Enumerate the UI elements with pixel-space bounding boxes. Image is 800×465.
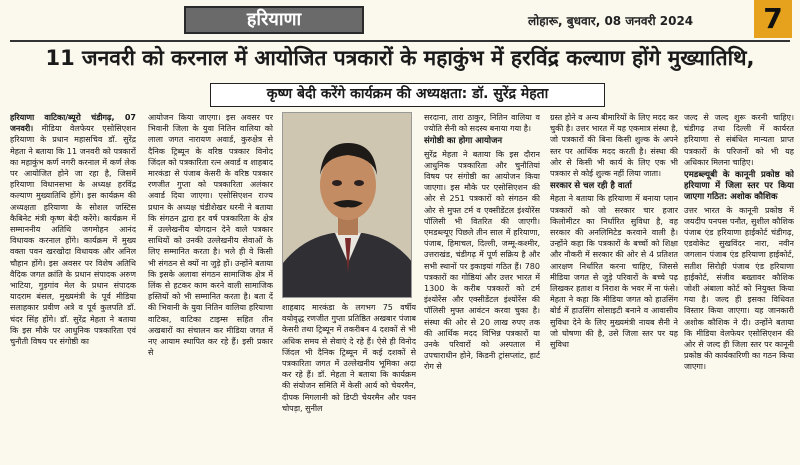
headline: 11 जनवरी को करनाल में आयोजित पत्रकारों के महाकुंभ में हरविंद्र कल्याण होंगे मुख्यातिथि, — [45, 46, 755, 70]
section-label — [184, 6, 364, 34]
byline: हरियाणा वाटिका/ब्यूरो चंडीगढ़, 07 जनवरी। — [10, 113, 136, 134]
column-3 — [282, 302, 416, 462]
section-label-text: हरियाणा — [246, 9, 302, 30]
page-number: 7 — [754, 0, 792, 38]
dateline: लोहारू, बुधवार, 08 जनवरी 2024 — [528, 14, 694, 28]
column-2 — [148, 112, 273, 462]
column-5-text-1: ग्रस्त होने व अन्य बीमारियों के लिए मदद कर चुकी है। उत्तर भारत में यह एकमात्र संस्था है, जो पत्रकारों की बिना किसी शुल्क के अपने स्तर पर आर्थिक मदद करती है। संस्था की ओर से किसी भी कार्य के लिए एक भी पत्रकार से कोई शुल्क नहीं लिया जाता। — [550, 113, 678, 179]
header-rule — [10, 40, 790, 42]
column-4-text-1: सरदाना, तारा ठाकुर, नितिन वालिया व ज्योति सैनी को सदस्य बनाया गया है। — [424, 113, 540, 134]
column-5 — [550, 112, 678, 462]
column-1-text: मीडिया वेलफेयर एसोसिएशन हरियाणा के प्रधान महासचिव डॉ. सुरेंद्र मेहता ने बताया कि 11 जनवरी को पत्रकारों का महाकुंभ कर्ण नगरी करनाल में कर्ण लेक पर आयोजित होने जा रहा है, जिसमें हरियाणा विधानसभा के अध्यक्ष हरविंद्र कल्याण मुख्यातिथि होंगे। इस कार्यक्रम की अध्यक्षता हरियाणा के सोशल जस्टिस कैबिनेट मंत्री कृष्ण बेदी करेंगे। कार्यक्रम में सम्माननीय अतिथि जगमोहन आनंद विधायक करनाल होंगे। कार्यक्रम में मुख्य वक्ता पवन खरखोदा विधायक और अनिल चौहान होंगे। इस अवसर पर विशेष अतिथि वैदिक जगत क्रांति के प्रधान संपादक अरुण भाटिया, गुड़गांव मेल के प्रधान संपादक यादराम बंसल, मुख्यमंत्री के पूर्व मीडिया सलाहकार प्रवीण अत्रे व पूर्व कुलपति डॉ. चंदर सिंह होंगे। डॉ. सुरेंद्र मेहता ने बताया कि इस मौके पर आधुनिक पत्रकारिता एवं चुनौती विषय पर संगोष्ठी का — [10, 124, 136, 347]
portrait-illustration — [283, 113, 412, 298]
column-6 — [684, 112, 794, 462]
column-4-text-2: सुरेंद्र मेहता ने बताया कि इस दौरान आधुनिक पत्रकारिता और चुनौतियां विषय पर संगोष्ठी का आयोजन किया जाएगा। इस मौके पर एसोसिएशन की ओर से 251 पत्रकारों को संगठन की ओर से मुफ्त टर्म व एक्सीडेंटल इंश्योरेंस पॉलिसी भी वितरित की जाएगी। एमडब्ल्यूए पिछले तीन साल में हरियाणा, पंजाब, हिमाचल, दिल्ली, जम्मू-कश्मीर, उत्तराखंड, चंडीगढ़ में पूर्ण सक्रिय है और सभी स्थानों पर इकाइयां गठित हैं। 780 पत्रकारों का गोष्ठियां और उत्तर भारत में 1300 के करीब पत्रकारों को टर्म इंश्योरेंस और एक्सीडेंटल इंश्योरेंस की पॉलिसी मुफ्त आवंटन करवा चुका है। संस्था की ओर से 20 लाख रुपए तक की आर्थिक मदद विभिन्न पत्रकारों या उनके परिवारों को अस्पताल में उपचाराधीन होने, किडनी ट्रांसप्लांट, हार्ट रोग से — [424, 149, 540, 372]
subheadline-box — [210, 83, 605, 107]
column-5-text-2: मेहता ने बताया कि हरियाणा में बनाया प्लान पत्रकारों को जो सरकार चार हजार किलोमीटर का निर्धारित सुविधा है, वह सरकार की अनलिमिटेड करवाने वाली है। उन्होंने कहा कि पत्रकारों के बच्चों को शिक्षा और नौकरी में सरकार की ओर से 4 प्रतिशत आरक्षण निर्धारित करना चाहिए, जिससे मीडिया जगत से जुड़े परिवारों के बच्चे पढ़ लिखकर हताश व निराश के भवर में ना फंसे। मेहता ने कहा कि मीडिया जगत को हाउसिंग बोर्ड में हाउसिंग सोसाइटी बनाने व आवासीय सुविधा देने के लिए मुख्यमंत्री नायब सैनी ने जो घोषणा की है, उसे जिला स्तर पर यह सुविधा — [550, 194, 678, 350]
column-1 — [10, 112, 136, 462]
portrait-photo — [282, 112, 412, 298]
subheadline: कृष्ण बेदी करेंगे कार्यक्रम की अध्यक्षता: डॉ. सुरेंद्र मेहता — [266, 86, 549, 102]
column-6-text-1: जल्द से जल्द शुरू करनी चाहिए। चंडीगढ़ तथा दिल्ली में कार्यरत हरियाणा से संबंधित मान्यता प्राप्त पत्रकारों के परिजनों को भी यह अधिकार मिलना चाहिए। — [684, 113, 794, 167]
column-6-text-2: उत्तर भारत के कानूनी प्रकोष्ठ में जयदीप पनपस पनौत, सुशील कौशिक पंजाब एंड हरियाणा हाईकोर्ट चंडीगढ़, एडवोकेट सुखविंदर नारा, नवीन जगलान पंजाब एंड हरियाणा हाईकोर्ट, सतीश सिरोही पंजाब एंड हरियाणा हाईकोर्ट, संजीव बख्तावर कौशिक जोशी अंबाला कोर्ट को नियुक्त किया गया है। जल्द ही इसका विधिवत विस्तार किया जाएगा। यह जानकारी अशोक कौशिक ने दी। उन्होंने बताया कि मीडिया वेलफेयर एसोसिएशन की ओर से जल्द ही जिला स्तर पर कानूनी प्रकोष्ठ की कार्यकारिणी का गठन किया जाएगा। — [684, 205, 794, 372]
column-2-text: आयोजन किया जाएगा। इस अवसर पर भिवानी जिला के युवा नितिन वालिया को लाला जगत नारायण अवार्ड, कुरुक्षेत्र से दैनिक ट्रिब्यून के वरिष्ठ पत्रकार विनोद जिंदल को पत्रकारिता रत्न अवार्ड व शाहबाद मारकंडा से पंजाब केसरी के वरिष्ठ पत्रकार रणजीत गुप्ता को पत्रकारिता अलंकार अवार्ड दिया जाएगा। एसोसिएशन राज्य प्रधान के अध्यक्ष चंडीशेखर धरनी ने बताया कि संगठन द्वारा हर वर्ष पत्रकारिता के क्षेत्र में उल्लेखनीय योगदान देने वाले पत्रकार साथियों को उनकी उल्लेखनीय सेवाओं के लिए सम्मानित करता है। भले ही वे किसी भी संगठन से क्यों ना जुड़े हों। उन्होंने बताया कि इसके अलावा संगठन सामाजिक क्षेत्र में लिंक से हटकर काम करने वाली सामाजिक हस्तियों को भी सम्मानित करता है। बता दें की भिवानी के युवा नितिन वालिया हरियाणा वाटिका, वाटिका टाइम्स सहित तीन अखबारों का संचालन कर मीडिया जगत में नए आयाम स्थापित कर रहे हैं। इसी प्रकार से — [148, 113, 273, 358]
column-4 — [424, 112, 540, 462]
subhead-legal-cell: एमडब्ल्यूबी के कानूनी प्रकोष्ठ को हरियाणा में जिला स्तर पर किया जाएगा गठित: अशोक कौशिक — [684, 170, 794, 203]
column-3-text: शाहबाद मारकंडा के लगभग 75 वर्षीय वयोवृद्ध रणजीत गुप्ता प्रतिष्ठित अखबार पंजाब केसरी तथा ट्रिब्यून में तकरीबन 4 दशकों से भी अधिक समय से सेवाएं दे रहे हैं। ऐसे ही विनोद जिंदल भी दैनिक ट्रिब्यून में कई दशकों से पत्रकारिता जगत में उल्लेखनीय भूमिका अदा कर रहे हैं। डॉ. मेहता ने बताया कि कार्यक्रम की संयोजन समिति में केसी आर्य को चेयरमैन, दीपक मिगलानी को डिप्टी चेयरमैन और पवन चोपड़ा, सुनील — [282, 303, 416, 413]
page-header — [0, 0, 800, 40]
subhead-government-talks: सरकार से चल रही है वार्ता — [550, 181, 632, 192]
subhead-seminar: संगोष्ठी का होगा आयोजन — [424, 136, 503, 147]
